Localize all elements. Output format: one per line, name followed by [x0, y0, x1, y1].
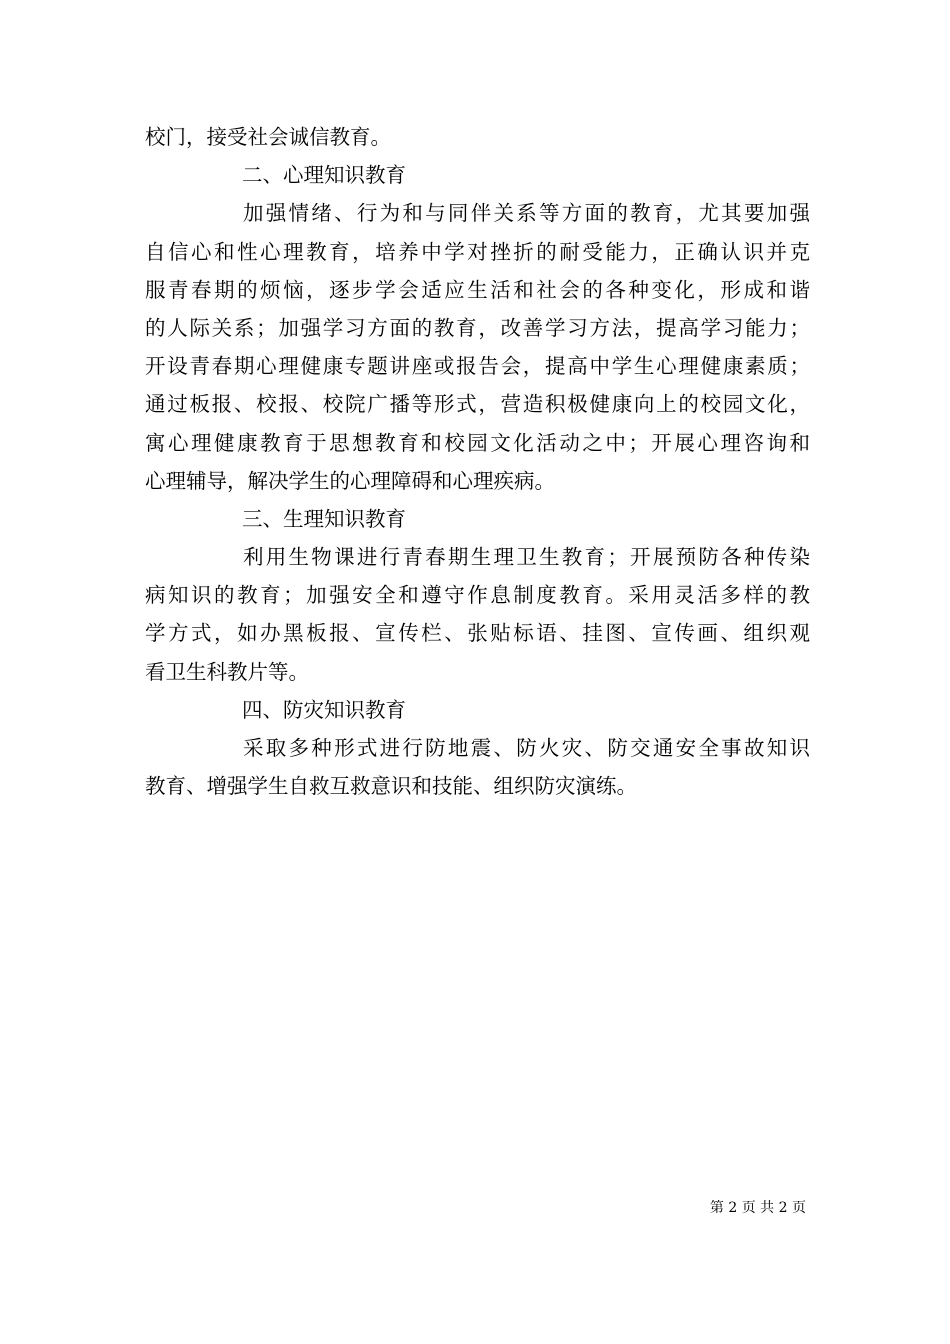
text-line: 校门，接受社会诚信教育。 — [145, 125, 391, 149]
text-line: 服青春期的烦恼，逐步学会适应生活和社会的各种变化，形成和谐 — [145, 277, 810, 302]
section-heading: 二、心理知识教育 — [242, 163, 406, 188]
text-line: 加强情绪、行为和与同伴关系等方面的教育，尤其要加强 — [243, 201, 810, 226]
text-line: 通过板报、校报、校院广播等形式，营造积极健康向上的校园文化， — [145, 392, 810, 417]
document-body — [145, 118, 810, 805]
text-line: 寓心理健康教育于思想教育和校园文化活动之中；开展心理咨询和 — [145, 430, 810, 455]
page-number-footer: 第 2 页 共 2 页 — [709, 1200, 806, 1216]
text-line: 开设青春期心理健康专题讲座或报告会，提高中学生心理健康素质； — [145, 354, 810, 379]
text-line: 教育、增强学生自救互救意识和技能、组织防灾演练。 — [145, 774, 637, 799]
section-heading: 四、防灾知识教育 — [242, 697, 406, 722]
text-line: 的人际关系；加强学习方面的教育，改善学习方法，提高学习能力； — [145, 315, 810, 340]
text-line: 病知识的教育；加强安全和遵守作息制度教育。采用灵活多样的教 — [145, 583, 810, 608]
text-line: 自信心和性心理教育，培养中学对挫折的耐受能力，正确认识并克 — [145, 239, 810, 264]
text-line: 心理辅导，解决学生的心理障碍和心理疾病。 — [145, 468, 555, 493]
text-line: 利用生物课进行青春期生理卫生教育；开展预防各种传染 — [243, 545, 810, 570]
section-heading: 三、生理知识教育 — [242, 506, 406, 531]
text-line: 学方式，如办黑板报、宣传栏、张贴标语、挂图、宣传画、组织观 — [145, 621, 810, 646]
text-line: 采取多种形式进行防地震、防火灾、防交通安全事故知识 — [243, 736, 810, 760]
text-line: 看卫生科教片等。 — [145, 659, 309, 684]
